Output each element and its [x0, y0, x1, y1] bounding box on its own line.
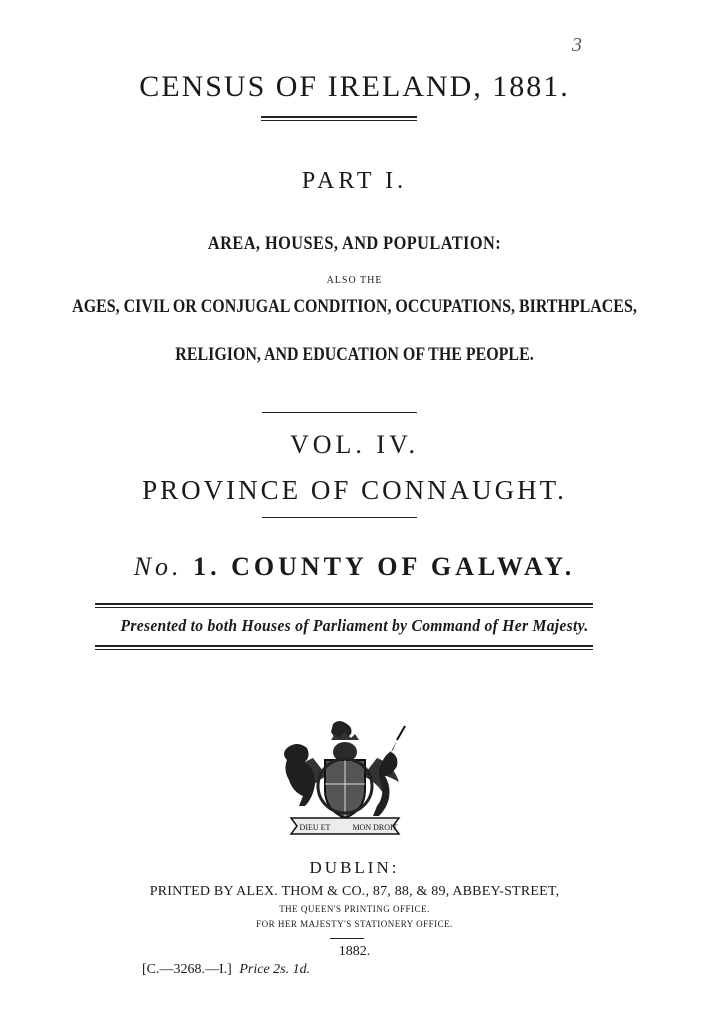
volume-heading: VOL. IV. [289, 430, 420, 459]
presented-line: Presented to both Houses of Parliament by Command of Her Majesty. [120, 616, 589, 635]
contents-line-1: AGES, CIVIL OR CONJUGAL CONDITION, OCCUPATIONS, BIRTHPLACES, [72, 296, 637, 317]
county-heading [0, 552, 709, 582]
imprint-stationery: FOR HER MAJESTY'S STATIONERY OFFICE. [256, 919, 453, 929]
year-rule [330, 938, 364, 939]
presented-bottom-rule [95, 645, 593, 650]
command-number: [C.—3268.—I.] [142, 962, 232, 977]
part-heading: PART I. [301, 168, 408, 194]
subtitle: AREA, HOUSES, AND POPULATION: [207, 233, 502, 254]
price: Price 2s. 1d. [239, 962, 311, 977]
contents-line-2: RELIGION, AND EDUCATION OF THE PEOPLE. [175, 344, 534, 365]
county-no-label: No. [133, 552, 183, 581]
imprint-city: DUBLIN: [309, 858, 400, 877]
motto-left: DIEU ET [299, 823, 331, 832]
royal-coat-of-arms-icon [273, 718, 417, 842]
command-line [142, 962, 310, 978]
also-the: ALSO THE [326, 275, 383, 286]
presented-top-rule [95, 603, 593, 608]
document-title: CENSUS OF IRELAND, 1881. [139, 70, 570, 103]
volume-rule [262, 412, 417, 413]
imprint-year: 1882. [338, 944, 371, 959]
motto-right: MON DROIT [352, 823, 398, 832]
title-rule [261, 116, 417, 121]
imprint-printer: PRINTED BY ALEX. THOM & CO., 87, 88, & 89, ABBEY-STREET, [149, 884, 560, 899]
county-name: COUNTY OF GALWAY. [231, 552, 576, 581]
imprint-office: THE QUEEN'S PRINTING OFFICE. [279, 904, 430, 914]
province-rule [262, 517, 417, 518]
county-number: 1. [193, 552, 221, 581]
province-heading: PROVINCE OF CONNAUGHT. [142, 475, 567, 505]
page-mark: 3 [572, 34, 582, 56]
